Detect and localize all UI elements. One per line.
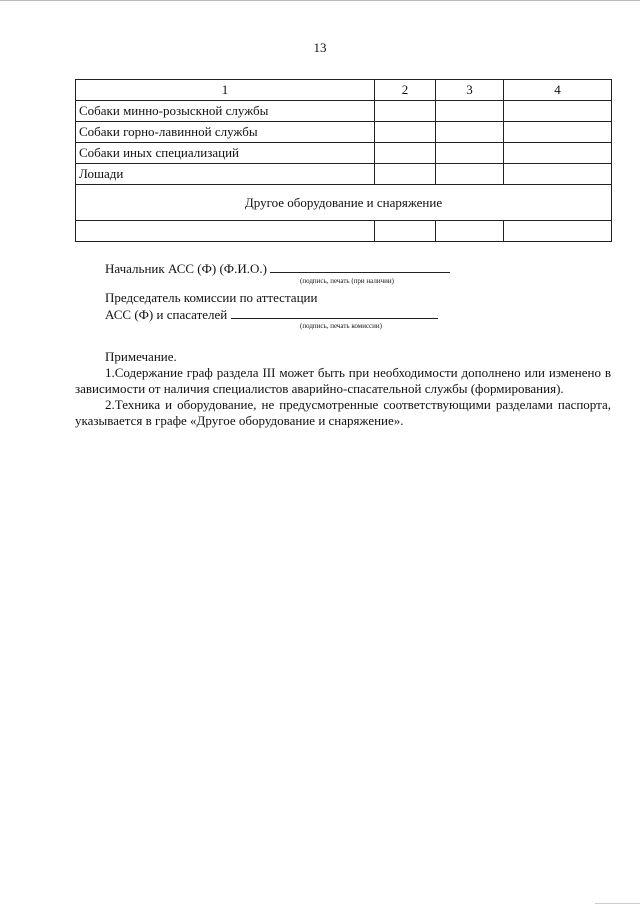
table-cell [436,122,504,143]
note-2-line-2: указывается в графе «Другое оборудование и снаряжение». [75,413,404,428]
table-row [76,221,612,242]
table-row [76,122,612,143]
table-cell [375,164,436,185]
row-label: Собаки горно-лавинной службы [76,122,375,143]
note-1-line-1: 1.Содержание граф раздела III может быть при необходимости дополнено или изменено в [105,365,611,380]
chair-signature-caption: (подпись, печать комиссии) [300,322,382,330]
note-2-line-1: 2.Техника и оборудование, не предусмотренные соответствующими разделами паспорта, [105,397,611,412]
table-header-row [76,80,612,101]
column-header: 2 [375,80,436,101]
column-header: 3 [436,80,504,101]
table-cell [436,164,504,185]
chair-signature-line [231,306,438,319]
table-cell [504,221,612,242]
section-row [76,185,612,221]
table-cell [436,221,504,242]
equipment-table [75,79,612,242]
bottom-edge-line [595,903,640,904]
chair-label-line2: АСС (Ф) и спасателей [105,307,228,322]
table-cell [375,143,436,164]
chair-signature-block [105,306,438,323]
table-cell [436,143,504,164]
row-label: Лошади [76,164,375,185]
table-row [76,143,612,164]
table-row [76,101,612,122]
table-cell [504,122,612,143]
notes-title: Примечание. [105,349,177,364]
column-header: 4 [504,80,612,101]
table-row [76,164,612,185]
chief-label: Начальник АСС (Ф) (Ф.И.О.) [105,261,267,276]
column-header: 1 [76,80,375,101]
note-1-line-2: зависимости от наличия специалистов аварийно-спасательной службы (формирования). [75,381,564,396]
section-title: Другое оборудование и снаряжение [76,185,612,221]
table-cell [375,101,436,122]
top-border-line [0,0,640,1]
chair-label-line1: Председатель комиссии по аттестации [105,290,318,305]
table-cell [375,122,436,143]
table-cell [504,101,612,122]
table-cell [504,164,612,185]
chief-signature-caption: (подпись, печать (при наличии) [300,277,394,285]
chief-signature-line [270,260,450,273]
row-label: Собаки иных специализаций [76,143,375,164]
page-number: 13 [313,40,327,55]
table-cell [76,221,375,242]
row-label: Собаки минно-розыскной службы [76,101,375,122]
table-cell [375,221,436,242]
table-cell [436,101,504,122]
table-cell [504,143,612,164]
chief-signature-block [105,260,450,277]
